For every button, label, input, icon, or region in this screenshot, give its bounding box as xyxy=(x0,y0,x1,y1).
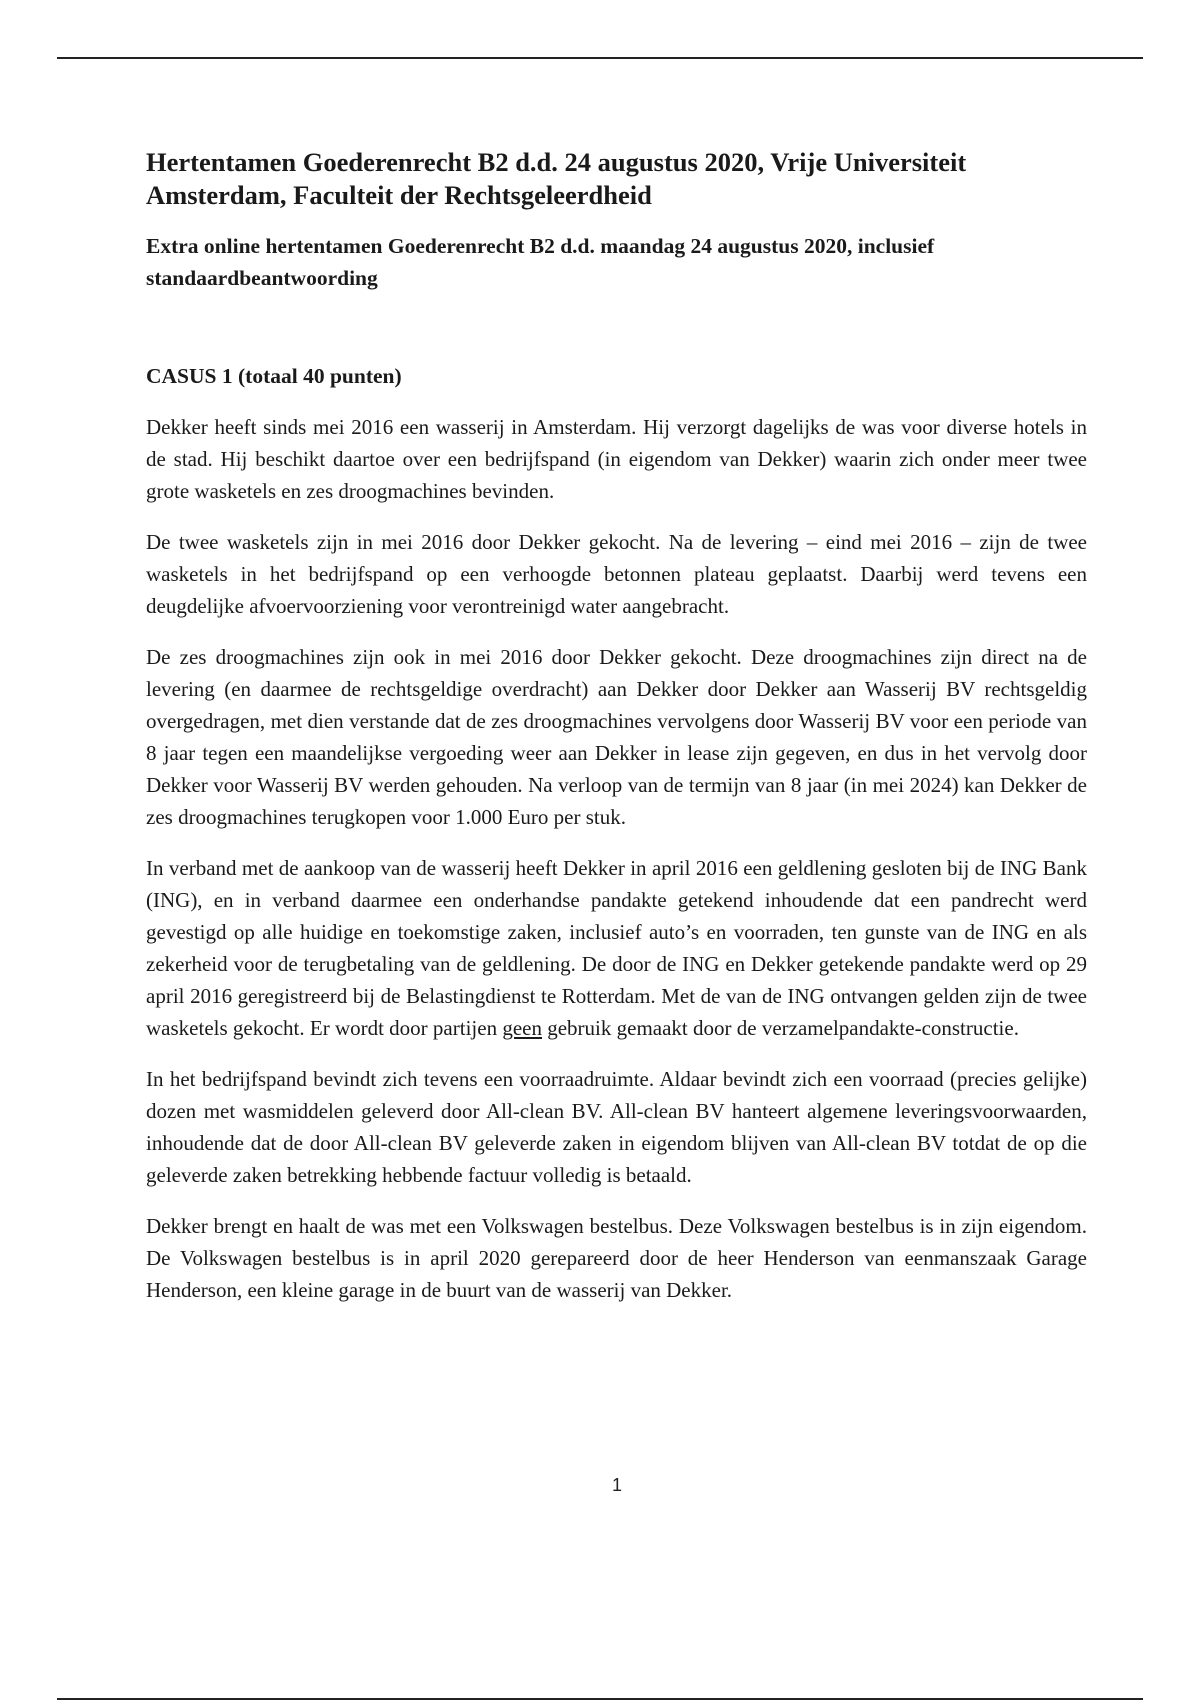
paragraph-3: De zes droogmachines zijn ook in mei 2016 door Dekker gekocht. Deze droogmachines zijn direct na de levering (en daarmee de rechtsgeldige overdracht) aan Dekker door Dekker aan Wasserij BV rechtsgeldig overgedragen, met dien verstande dat de zes droogmachines vervolgens door Wasserij BV voor een periode van 8 jaar tegen een maandelijkse vergoeding weer aan Dekker in lease zijn gegeven, en dus in het vervolg door Dekker voor Wasserij BV werden gehouden. Na verloop van de termijn van 8 jaar (in mei 2024) kan Dekker de zes droogmachines terugkopen voor 1.000 Euro per stuk. xyxy=(146,645,1087,829)
paragraph-4 xyxy=(146,852,1087,1044)
paragraph-6: Dekker brengt en haalt de was met een Volkswagen bestelbus. Deze Volkswagen bestelbus is in zijn eigendom. De Volkswagen bestelbus is in april 2020 gerepareerd door de heer Henderson van eenmanszaak Garage Henderson, een kleine garage in de buurt van de wasserij van Dekker. xyxy=(146,1214,1087,1302)
top-rule xyxy=(57,57,1143,59)
casus-heading: CASUS 1 (totaal 40 punten) xyxy=(146,364,402,388)
page-number: 1 xyxy=(611,1475,622,1495)
underlined-word: geen xyxy=(502,1016,542,1040)
document-body xyxy=(146,146,1087,1306)
paragraph-1: Dekker heeft sinds mei 2016 een wasserij in Amsterdam. Hij verzorgt dagelijks de was voor diverse hotels in de stad. Hij beschikt daartoe over een bedrijfspand (in eigendom van Dekker) waarin zich onder meer twee grote wasketels en zes droogmachines bevinden. xyxy=(146,415,1087,503)
paragraph-4-text-before: In verband met de aankoop van de wasserij heeft Dekker in april 2016 een geldlening gesloten bij de ING Bank (ING), en in verband daarmee een onderhandse pandakte getekend inhoudende dat een pandrecht werd gevestigd op alle huidige en toekomstige zaken, inclusief auto’s en voorraden, ten gunste van de ING en als zekerheid voor de terugbetaling van de geldlening. De door de ING en Dekker getekende pandakte werd op 29 april 2016 geregistreerd bij de Belastingdienst te Rotterdam. Met de van de ING ontvangen gelden zijn de twee wasketels gekocht. Er wordt door partijen xyxy=(146,856,1087,1040)
paragraph-5: In het bedrijfspand bevindt zich tevens een voorraadruimte. Aldaar bevindt zich een voorraad (precies gelijke) dozen met wasmiddelen geleverd door All-clean BV. All-clean BV hanteert algemene leveringsvoorwaarden, inhoudende dat de door All-clean BV geleverde zaken in eigendom blijven van All-clean BV totdat de op die geleverde zaken betrekking hebbende factuur volledig is betaald. xyxy=(146,1067,1087,1187)
paragraph-2: De twee wasketels zijn in mei 2016 door Dekker gekocht. Na de levering – eind mei 2016 – zijn de twee wasketels in het bedrijfspand op een verhoogde betonnen plateau geplaatst. Daarbij werd tevens een deugdelijke afvoervoorziening voor verontreinigd water aangebracht. xyxy=(146,530,1087,618)
document-title: Hertentamen Goederenrecht B2 d.d. 24 augustus 2020, Vrije Universiteit Amsterdam, Faculteit der Rechtsgeleerdheid xyxy=(146,147,967,210)
document-subtitle: Extra online hertentamen Goederenrecht B2 d.d. maandag 24 augustus 2020, inclusief standaardbeantwoording xyxy=(146,234,935,290)
paragraph-4-text-after: gebruik gemaakt door de verzamelpandakte-constructie. xyxy=(541,1016,1019,1040)
